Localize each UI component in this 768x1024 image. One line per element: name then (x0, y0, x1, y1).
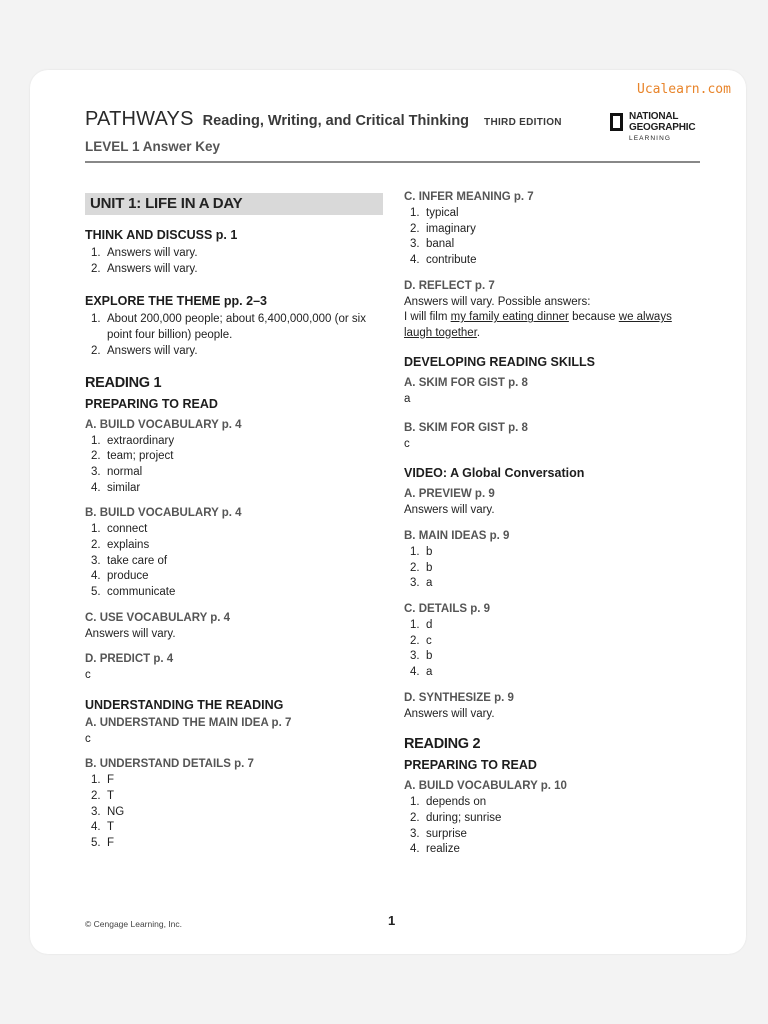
answer-list (85, 434, 383, 497)
list-item: 5. communicate (91, 586, 176, 599)
edition-label: THIRD EDITION (484, 117, 562, 128)
section-heading: THINK AND DISCUSS p. 1 (85, 228, 238, 242)
page-number: 1 (388, 913, 396, 928)
list-item: 4. realize (410, 843, 460, 856)
answer-list (404, 545, 704, 592)
list-item: 3. take care of (91, 554, 168, 567)
exercise-heading: B. BUILD VOCABULARY p. 4 (85, 507, 242, 520)
copyright-notice: © Cengage Learning, Inc. (85, 919, 182, 929)
list-item: 3. surprise (410, 827, 467, 840)
reading-heading: READING 2 (404, 736, 481, 753)
list-item: 1. About 200,000 people; about 6,400,000,000 (or six point four billion) people. (91, 313, 366, 342)
exercise-heading: D. REFLECT p. 7 (404, 279, 495, 292)
exercise-heading: C. USE VOCABULARY p. 4 (85, 611, 231, 624)
answer-text: I will film my family eating dinner because we always laugh together. (404, 311, 672, 339)
section-heading: PREPARING TO READ (404, 758, 537, 773)
list-item: 4. contribute (410, 254, 477, 267)
list-item: 2. c (410, 634, 432, 647)
list-item: 3. a (410, 577, 433, 590)
exercise-heading: B. UNDERSTAND DETAILS p. 7 (85, 758, 254, 771)
list-item: 1. connect (91, 523, 148, 536)
yellow-border-icon (610, 113, 623, 131)
watermark-text: Ucalearn.com (637, 82, 731, 97)
answer-text: c (85, 732, 91, 745)
brand-name: PATHWAYS (85, 108, 194, 130)
answer-list (404, 206, 704, 269)
list-item: 4. T (91, 821, 115, 834)
exercise-heading: D. SYNTHESIZE p. 9 (404, 691, 514, 704)
list-item: 4. a (410, 666, 433, 679)
list-item: 2. Answers will vary. (91, 262, 198, 275)
logo-line-1: NATIONAL (629, 111, 679, 122)
answer-list (85, 522, 383, 601)
section-heading: DEVELOPING READING SKILLS (404, 355, 595, 370)
list-item: 5. F (91, 837, 115, 850)
reading-heading: READING 1 (85, 374, 162, 391)
list-item: 2. during; sunrise (410, 811, 502, 824)
list-item: 2. Answers will vary. (91, 344, 198, 357)
answer-text: Answers will vary. (404, 707, 495, 720)
list-item: 3. NG (91, 805, 125, 818)
list-item: 1. extraordinary (91, 434, 175, 447)
national-geographic-logo (610, 112, 695, 145)
answer-list (404, 795, 704, 858)
exercise-heading: D. PREDICT p. 4 (85, 653, 174, 666)
list-item: 3. banal (410, 238, 455, 251)
list-item: 4. similar (91, 481, 141, 494)
exercise-heading: A. SKIM FOR GIST p. 8 (404, 377, 528, 390)
right-column (404, 190, 704, 858)
list-item: 2. explains (91, 539, 150, 552)
logo-line-2: GEOGRAPHIC (629, 121, 696, 133)
exercise-heading: B. SKIM FOR GIST p. 8 (404, 421, 528, 434)
book-subtitle: Reading, Writing, and Critical Thinking (202, 113, 470, 129)
list-item: 2. T (91, 790, 115, 803)
answer-text: c (85, 669, 91, 682)
list-item: 2. imaginary (410, 222, 476, 235)
logo-line-3: LEARNING (629, 135, 672, 142)
list-item: 1. b (410, 545, 433, 558)
answer-text: Answers will vary. (85, 627, 176, 640)
list-item: 3. b (410, 650, 433, 663)
exercise-heading: B. MAIN IDEAS p. 9 (404, 529, 510, 542)
section-heading: UNDERSTANDING THE READING (85, 697, 284, 712)
list-item: 2. team; project (91, 450, 174, 463)
exercise-heading: A. PREVIEW p. 9 (404, 488, 495, 501)
level-label: LEVEL 1 Answer Key (85, 139, 221, 154)
exercise-heading: A. BUILD VOCABULARY p. 10 (404, 780, 567, 793)
exercise-heading: C. DETAILS p. 9 (404, 602, 491, 615)
answer-list (85, 312, 383, 359)
list-item: 4. produce (91, 570, 149, 583)
answer-list (85, 246, 383, 277)
list-item: 1. Answers will vary. (91, 247, 198, 259)
answer-text: Answers will vary. (404, 504, 495, 517)
section-heading: VIDEO: A Global Conversation (404, 466, 585, 481)
answer-list (85, 773, 383, 852)
exercise-heading: A. BUILD VOCABULARY p. 4 (85, 418, 242, 431)
answer-text: c (404, 437, 410, 450)
exercise-heading: C. INFER MEANING p. 7 (404, 191, 534, 203)
list-item: 1. d (410, 618, 433, 631)
answer-text: Answers will vary. Possible answers: (404, 295, 591, 308)
left-column (85, 187, 383, 852)
unit-title: UNIT 1: LIFE IN A DAY (85, 193, 383, 215)
list-item: 1. typical (410, 207, 459, 219)
answer-text: a (404, 393, 411, 406)
header-divider (85, 161, 700, 163)
section-heading: EXPLORE THE THEME pp. 2–3 (85, 294, 267, 309)
list-item: 1. F (91, 774, 115, 787)
list-item: 3. normal (91, 465, 143, 478)
answer-list (404, 618, 704, 681)
list-item: 1. depends on (410, 796, 487, 809)
list-item: 2. b (410, 561, 433, 574)
exercise-heading: A. UNDERSTAND THE MAIN IDEA p. 7 (85, 716, 292, 729)
document-title (85, 108, 562, 131)
section-heading: PREPARING TO READ (85, 396, 218, 411)
